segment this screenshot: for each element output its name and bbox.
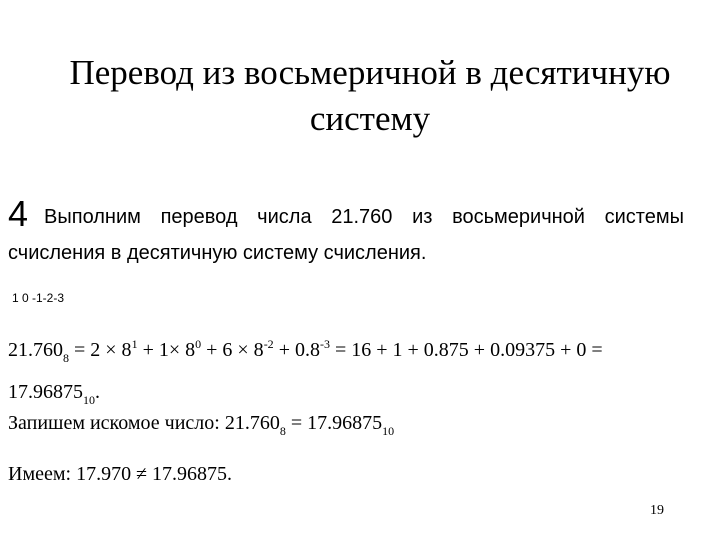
answer-label: Запишем искомое число: 21.760 bbox=[8, 412, 280, 434]
formula-number: 21.760 bbox=[8, 339, 63, 361]
conversion-formula bbox=[8, 327, 688, 417]
formula-exp-4: -3 bbox=[319, 337, 330, 351]
intro-text: Выполним перевод числа 21.760 из восьмеричной системы счисления в десятичную систему счисления. bbox=[8, 206, 684, 264]
answer-sub-1: 8 bbox=[279, 424, 286, 438]
answer-mid: = 17.96875 bbox=[285, 412, 383, 434]
compare-line: Имеем: 17.970 ≠ 17.96875. bbox=[8, 463, 233, 485]
formula-exp-2: 0 bbox=[195, 337, 202, 351]
title-line-1: Перевод из восьмеричной в десятичную bbox=[69, 53, 671, 92]
formula-exp-3: -2 bbox=[263, 337, 274, 351]
formula-part-5: = 16 + 1 + 0.875 + 0.09375 + 0 = 17.96875 bbox=[8, 339, 603, 403]
formula-part-3: + 6 × 8 bbox=[201, 339, 264, 361]
intro-paragraph bbox=[8, 193, 684, 271]
page-number: 19 bbox=[650, 503, 664, 518]
bullet-number: 4 bbox=[8, 193, 29, 234]
formula-part-4: + 0.8 bbox=[273, 339, 320, 361]
formula-result-sub: 10 bbox=[83, 393, 95, 407]
title-line-2: систему bbox=[309, 99, 431, 138]
exponent-labels: 1 0 -1-2-3 bbox=[12, 291, 65, 305]
formula-part-1: = 2 × 8 bbox=[69, 339, 132, 361]
slide-title bbox=[40, 50, 700, 142]
answer-sub-2: 10 bbox=[382, 424, 395, 438]
formula-part-2: + 1× 8 bbox=[137, 339, 196, 361]
answer-line bbox=[8, 412, 394, 439]
formula-exp-1: 1 bbox=[131, 337, 138, 351]
formula-base-sub: 8 bbox=[63, 351, 69, 365]
formula-end: . bbox=[95, 381, 100, 403]
